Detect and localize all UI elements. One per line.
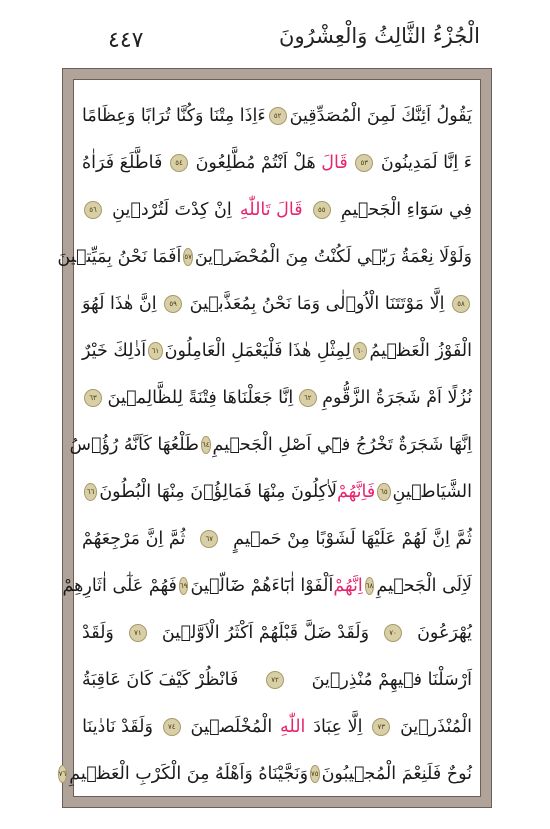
ayah-number-marker: ٦٨ [365,577,375,595]
highlighted-word: قَالَ تَاللّٰهِ [239,199,303,220]
verse-text: يُهْرَعُونَ [417,622,472,643]
highlighted-word: اللّٰهِ [280,716,306,737]
text-panel [57,79,481,797]
verse-text: اَفَمَا نَحْنُ بِمَيِّت۪ينَ [57,246,182,267]
text-line [57,233,472,280]
juz-title: الْجُزْءُ الثَّالِثُ وَالْعِشْرُونَ [279,24,480,48]
text-line [82,327,472,374]
verse-text: وَلَوْلَا نِعْمَةُ رَبّ۪ي لَكُنْتُ مِنَ الْمُحْضَر۪ينَ [194,246,472,267]
verse-text: فَاطَّلَعَ فَرَاٰهُ [82,152,163,173]
verse-text: الْفَوْزُ الْعَظ۪يمُ [369,340,472,361]
verse-text: الْمُنْذَر۪ينَ [400,716,472,737]
verse-text: اِنَّ هٰذَا لَهُوَ [82,293,157,314]
ayah-number-marker: ٥٦ [84,201,102,219]
verse-text: اِلَّا مَوْتَتَنَا الْاُو۫لٰى وَمَا نَحْنُ بِمُعَذَّب۪ينَ [189,293,445,314]
verse-text: فَانْظُرْ كَيْفَ كَانَ عَاقِبَةُ [82,669,239,690]
ayah-number-marker: ٧١ [129,624,147,642]
verse-text: فِي سَوَٓاءِ الْجَح۪يمِ [340,199,472,220]
verse-text: اِلَّا عِبَادَ [313,716,363,737]
text-line [62,562,472,609]
verse-text: وَلَقَدْ ضَلَّ قَبْلَهُمْ اَكْثَرُ الْاَوَّل۪ينَ [161,622,370,643]
ayah-number-marker: ٥٣ [355,154,373,172]
verse-text: وَنَجَّيْنَاهُ وَاَهْلَهُ مِنَ الْكَرْبِ الْعَظ۪يمِ [69,763,309,784]
highlighted-word: قَالَ [321,152,348,173]
quran-text [57,92,472,786]
ayah-number-marker: ٧٢ [266,671,284,689]
text-line [58,750,472,797]
verse-text: طَلْعُهَا كَاَنَّهُ رُؤُ۫سُ [69,434,199,455]
verse-text: يَقُولُ اَئِنَّكَ لَمِنَ الْمُصَدِّقِينَ [289,105,472,126]
verse-text: نُزُلًا اَمْ شَجَرَةُ الزَّقُّومِ [322,387,472,408]
text-line [82,515,472,562]
text-line [82,139,472,186]
page-frame [57,68,492,808]
ayah-number-marker: ٦٢ [299,389,317,407]
verse-text: ثُمَّ اِنَّ لَهُمْ عَلَيْهَا لَشَوْبًا مِنْ حَم۪يمٍ [233,528,472,549]
ayah-number-marker: ٦٥ [377,483,390,501]
ayah-number-marker: ٥٥ [313,201,331,219]
text-line [82,656,472,703]
verse-text: لَاٰكِلُونَ مِنْهَا فَمَالِؤُ۫نَ مِنْهَا الْبُطُونَ [99,481,337,502]
verse-text: هَلْ اَنْتُمْ مُطَّلِعُونَ [195,152,316,173]
verse-text: اَلْفَوْا اٰبَٓاءَهُمْ ضَٓالّ۪ينَ [190,575,334,596]
verse-text: وَلَقَدْ [82,622,114,643]
verse-text: اَرْسَلْنَا ف۪يهِمْ مُنْذِر۪ينَ [311,669,472,690]
ayah-number-marker: ٦١ [148,342,163,360]
ayah-number-marker: ٧٦ [58,765,68,783]
text-line [82,703,472,750]
ayah-number-marker: ٦٧ [200,530,218,548]
verse-text: اَذٰلِكَ خَيْرٌ [82,340,147,361]
page-number: ٤٤٧ [108,28,144,53]
ayah-number-marker: ٧٠ [384,624,402,642]
ayah-number-marker: ٥٢ [269,107,287,125]
text-line [82,609,472,656]
verse-text: ءَ اِنَّا لَمَدِينُونَ [380,152,472,173]
ayah-number-marker: ٥٧ [183,248,193,266]
text-line [82,92,472,139]
page-header [0,0,550,70]
ayah-number-marker: ٦٤ [201,436,211,454]
verse-text: ءَاِذَا مِتْنَا وَكُنَّا تُرَابًا وَعِظَامًا [82,105,266,126]
ayah-number-marker: ٧٤ [163,718,181,736]
verse-text: اِنَّهَا شَجَرَةٌ تَخْرُجُ ف۪ٓي اَصْلِ الْجَح۪يمِ [212,434,472,455]
verse-text: فَهُمْ عَلٰٓى اٰثَارِهِمْ [62,575,177,596]
ayah-number-marker: ٦٣ [84,389,102,407]
verse-text: نُوحٌ فَلَنِعْمَ الْمُج۪يبُونَ [321,763,472,784]
text-line [82,280,472,327]
ayah-number-marker: ٦٠ [353,342,368,360]
text-line [82,186,472,233]
verse-text: الشَّيَاط۪ينِ [392,481,472,502]
verse-text: لِمِثْلِ هٰذَا فَلْيَعْمَلِ الْعَامِلُونَ [164,340,351,361]
ayah-number-marker: ٦٦ [84,483,97,501]
verse-text: الْمُخْلَص۪ينَ [190,716,273,737]
ayah-number-marker: ٥٩ [164,295,182,313]
text-line [82,374,472,421]
verse-text: لَاِلَى الْجَح۪يمِ [376,575,472,596]
ayah-number-marker: ٥٤ [170,154,188,172]
highlighted-word: اِنَّهُمْ [333,575,363,596]
ayah-number-marker: ٦٩ [179,577,189,595]
text-line [82,468,472,515]
text-line [69,421,472,468]
verse-text: وَلَقَدْ نَادٰينَا [82,716,153,737]
highlighted-word: فَاِنَّهُمْ [336,481,376,502]
ayah-number-marker: ٧٥ [310,765,320,783]
verse-text: ثُمَّ اِنَّ مَرْجِعَهُمْ [82,528,186,549]
verse-text: اِنْ كِدْتَ لَتُرْد۪ينِ [112,199,232,220]
ayah-number-marker: ٥٨ [452,295,470,313]
ayah-number-marker: ٧٣ [372,718,390,736]
verse-text: اِنَّا جَعَلْنَاهَا فِتْنَةً لِلظَّالِم۪ينَ [107,387,294,408]
